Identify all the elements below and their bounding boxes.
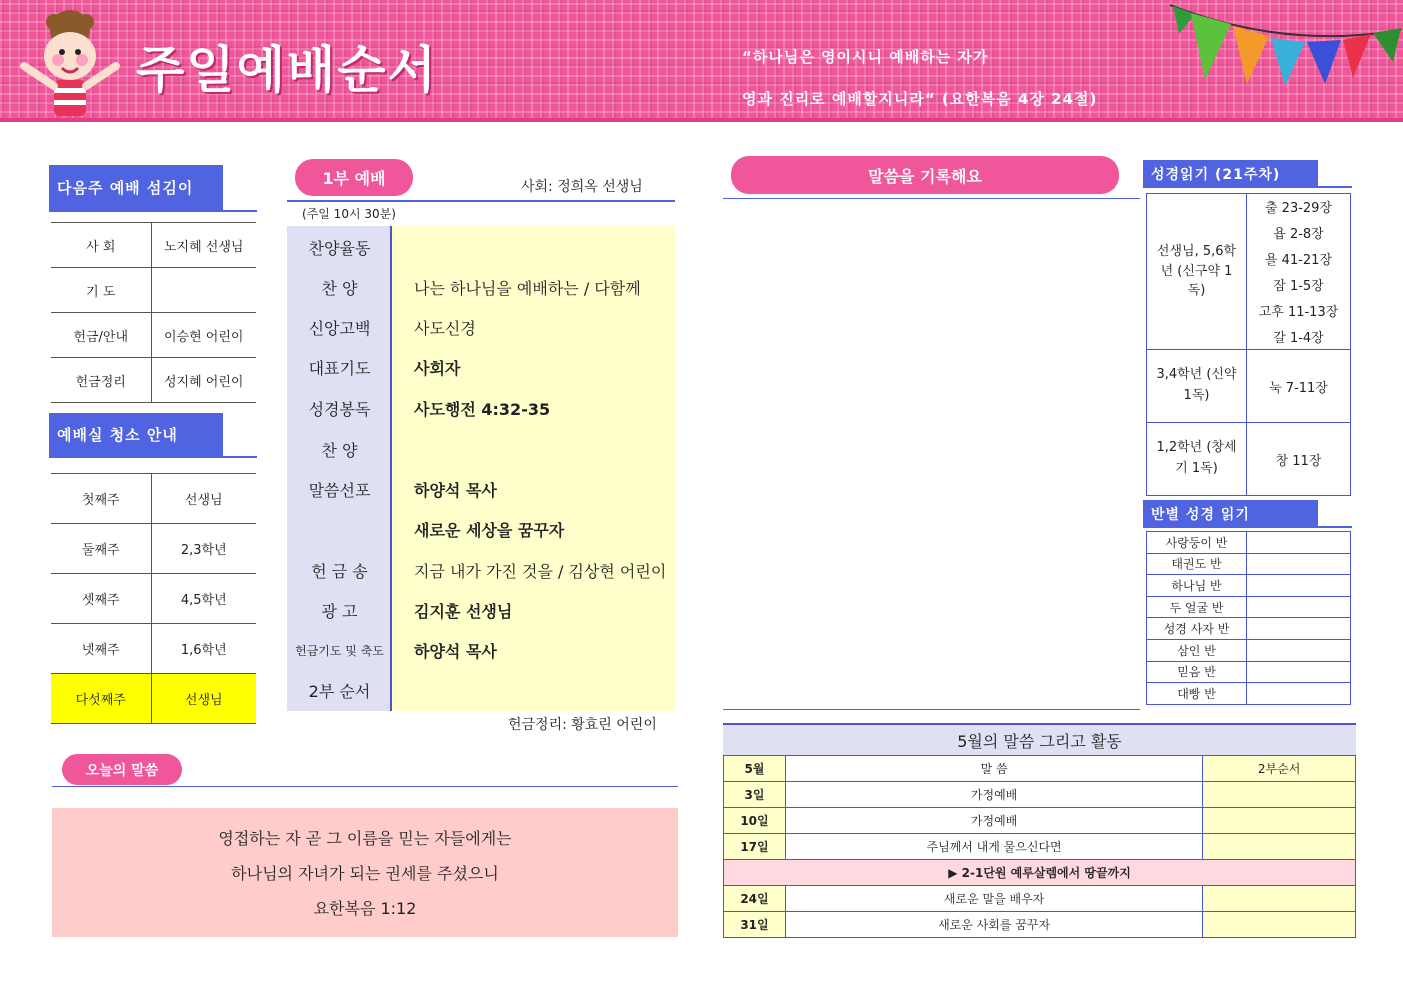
service-row (287, 590, 675, 630)
assignee-cell: 선생님 (151, 674, 256, 724)
today-word-reference: 요한복음 1:12 (313, 899, 417, 918)
week-cell: 둘째주 (51, 524, 151, 574)
today-word-line-2: 하나님의 자녀가 되는 권세를 주셨으니 (231, 864, 499, 883)
word-cell: 주님께서 내게 물으신다면 (785, 834, 1202, 860)
service-row (287, 227, 675, 267)
class-name-cell: 사랑둥이 반 (1147, 532, 1247, 554)
service-item-label: 말씀선포 (308, 480, 371, 500)
class-reading-table (1146, 531, 1351, 705)
table-row (51, 268, 256, 313)
header-verse-line-2: 영과 진리로 예배할지니라“ (요한복음 4장 24절) (742, 90, 1098, 108)
play-triangle-icon: ▶ (948, 866, 958, 880)
header-cell: 5월 (724, 756, 786, 782)
class-reading-cell (1247, 596, 1351, 618)
header-divider (0, 118, 1403, 122)
table-row (1147, 639, 1351, 661)
class-name-cell: 대빵 반 (1147, 683, 1247, 705)
table-row (51, 223, 256, 268)
service-item-value: 하양석 목사 (414, 480, 497, 500)
class-reading-underline (1143, 526, 1352, 528)
may-schedule-table (723, 755, 1356, 938)
class-name-cell: 성경 사자 반 (1147, 618, 1247, 640)
table-row (1147, 683, 1351, 705)
class-name-cell: 태권도 반 (1147, 553, 1247, 575)
class-name-cell: 하나님 반 (1147, 575, 1247, 597)
table-row (51, 624, 256, 674)
table-row (51, 524, 256, 574)
reading-cell: 출 23-29장 (1247, 194, 1351, 220)
word-cell: 새로운 말을 배우자 (785, 886, 1202, 912)
class-name-cell: 삼인 반 (1147, 639, 1247, 661)
service-row (287, 630, 675, 670)
service-row (287, 307, 675, 347)
date-cell: 31일 (724, 912, 786, 938)
reading-cell: 눅 7-11장 (1247, 350, 1351, 423)
service-item-label: 헌 금 송 (311, 561, 368, 581)
class-reading-cell (1247, 639, 1351, 661)
table-row (1147, 194, 1351, 220)
role-cell: 기 도 (51, 268, 151, 313)
table-row (724, 808, 1356, 834)
table-row (51, 574, 256, 624)
service-row (287, 388, 675, 428)
assignee-cell: 1,6학년 (151, 624, 256, 674)
table-row (1147, 350, 1351, 423)
service-item-label: 찬양율동 (308, 238, 371, 258)
service-item-label: 찬 양 (321, 278, 358, 298)
table-row-highlighted (51, 674, 256, 724)
class-reading-cell (1247, 532, 1351, 554)
table-row (51, 313, 256, 358)
record-word-label-pill: 말씀을 기록해요 (731, 156, 1119, 194)
second-part-cell (1203, 834, 1356, 860)
week-cell: 다섯째주 (51, 674, 151, 724)
class-reading-title: 반별 성경 읽기 (1143, 500, 1318, 527)
class-reading-cell (1247, 553, 1351, 575)
service-item-value: 하양석 목사 (414, 641, 497, 661)
service-label-pill: 1부 예배 (295, 159, 413, 196)
class-name-cell: 두 얼굴 반 (1147, 596, 1247, 618)
service-row (287, 347, 675, 387)
service-row (287, 429, 675, 469)
group-cell: 선생님, 5,6학년 (신구약 1독) (1147, 194, 1247, 350)
page-title: 주일예배순서 (136, 41, 438, 99)
service-item-value: 사회자 (414, 358, 461, 378)
cleaning-title-underline (49, 456, 257, 458)
class-reading-cell (1247, 575, 1351, 597)
week-cell: 셋째주 (51, 574, 151, 624)
reading-cell: 욥 2-8장 (1247, 220, 1351, 246)
today-word-label-pill: 오늘의 말씀 (62, 754, 182, 785)
role-cell: 사 회 (51, 223, 151, 268)
week-cell: 첫째주 (51, 474, 151, 524)
class-reading-cell (1247, 683, 1351, 705)
unit-title: 2-1단원 예루살렘에서 땅끝까지 (961, 866, 1131, 880)
reading-cell: 갈 1-4장 (1247, 324, 1351, 350)
person-cell: 이승현 어린이 (151, 313, 256, 358)
assignee-cell: 선생님 (151, 474, 256, 524)
bunting-flags-icon (1165, 0, 1403, 100)
class-reading-cell (1247, 618, 1351, 640)
sermon-title: 새로운 세상을 꿈꾸자 (414, 520, 565, 540)
service-item-value: 김지훈 선생님 (414, 601, 513, 621)
second-part-cell (1203, 782, 1356, 808)
person-cell (151, 268, 256, 313)
cleaning-table (51, 473, 256, 724)
child-mascot-icon (18, 8, 123, 120)
service-item-label: 찬 양 (321, 440, 358, 460)
group-cell: 1,2학년 (창세기 1독) (1147, 423, 1247, 496)
word-cell: 가정예배 (785, 782, 1202, 808)
table-row (724, 834, 1356, 860)
today-word-box (52, 808, 678, 937)
second-part-cell (1203, 808, 1356, 834)
next-week-servers-title: 다음주 예배 섬김이 (49, 165, 223, 210)
word-cell: 가정예배 (785, 808, 1202, 834)
today-word-underline (52, 786, 678, 787)
date-cell: 24일 (724, 886, 786, 912)
table-row (1147, 661, 1351, 683)
note-writing-area[interactable] (723, 200, 1140, 708)
service-row (287, 267, 675, 307)
header-cell: 2부순서 (1203, 756, 1356, 782)
service-item-value: 사도행전 4:32-35 (414, 399, 551, 419)
next-week-servers-table (51, 222, 256, 403)
role-cell: 헌금/안내 (51, 313, 151, 358)
class-reading-cell (1247, 661, 1351, 683)
service-item-label: 신앙고백 (308, 318, 371, 338)
service-row (287, 469, 675, 509)
second-part-cell (1203, 912, 1356, 938)
person-cell: 성지혜 어린이 (151, 358, 256, 403)
person-cell: 노지혜 선생님 (151, 223, 256, 268)
today-word-line-1: 영접하는 자 곧 그 이름을 믿는 자들에게는 (218, 829, 512, 848)
service-item-label: 2부 순서 (308, 681, 371, 701)
second-part-cell (1203, 886, 1356, 912)
week-cell: 넷째주 (51, 624, 151, 674)
table-header-row (724, 756, 1356, 782)
service-row (287, 670, 675, 710)
group-cell: 3,4학년 (신약 1독) (1147, 350, 1247, 423)
next-week-title-underline (49, 210, 257, 212)
service-time: (주일 10시 30분) (302, 207, 396, 221)
service-item-label: 광 고 (321, 601, 358, 621)
may-schedule-title: 5월의 말씀 그리고 활동 (723, 723, 1356, 756)
bible-reading-title: 성경읽기 (21주차) (1143, 160, 1318, 187)
assignee-cell: 2,3학년 (151, 524, 256, 574)
reading-cell: 고후 11-13장 (1247, 298, 1351, 324)
table-row (724, 782, 1356, 808)
reading-cell: 욜 41-21장 (1247, 246, 1351, 272)
service-row (287, 509, 675, 549)
offering-cleanup-note: 헌금정리: 황효린 어린이 (508, 717, 657, 733)
bible-reading-table (1146, 193, 1351, 496)
table-row (1147, 618, 1351, 640)
role-cell: 헌금정리 (51, 358, 151, 403)
service-item-label: 성경봉독 (308, 399, 371, 419)
reading-cell: 잠 1-5장 (1247, 272, 1351, 298)
service-item-label: 헌금기도 및 축도 (295, 643, 384, 658)
date-cell: 17일 (724, 834, 786, 860)
date-cell: 3일 (724, 782, 786, 808)
table-row (1147, 423, 1351, 496)
service-item-value: 지금 내가 가진 것을 / 김상현 어린이 (414, 561, 667, 581)
table-row (51, 474, 256, 524)
table-row (1147, 553, 1351, 575)
service-item-value: 나는 하나님을 예배하는 / 다함께 (414, 278, 641, 298)
service-row (287, 550, 675, 590)
header-verse-line-1: “하나님은 영이시니 예배하는 자가 (742, 48, 989, 66)
table-row (724, 912, 1356, 938)
cleaning-guide-title: 예배실 청소 안내 (49, 413, 223, 456)
service-item-value: 사도신경 (414, 318, 476, 338)
service-host: 사회: 정희옥 선생님 (521, 179, 643, 195)
class-name-cell: 믿음 반 (1147, 661, 1247, 683)
table-row (724, 886, 1356, 912)
table-row (1147, 596, 1351, 618)
reading-cell: 창 11장 (1247, 423, 1351, 496)
date-cell: 10일 (724, 808, 786, 834)
unit-cell (724, 860, 1356, 886)
unit-row (724, 860, 1356, 886)
table-row (1147, 575, 1351, 597)
record-area-bottom-line (723, 709, 1140, 710)
record-area-top-line (723, 198, 1140, 199)
word-cell: 새로운 사회를 꿈꾸자 (785, 912, 1202, 938)
service-header-underline (287, 200, 675, 202)
table-row (51, 358, 256, 403)
service-item-label: 대표기도 (308, 358, 371, 378)
assignee-cell: 4,5학년 (151, 574, 256, 624)
table-row (1147, 532, 1351, 554)
bible-reading-underline (1143, 186, 1352, 188)
header-cell: 말 씀 (785, 756, 1202, 782)
